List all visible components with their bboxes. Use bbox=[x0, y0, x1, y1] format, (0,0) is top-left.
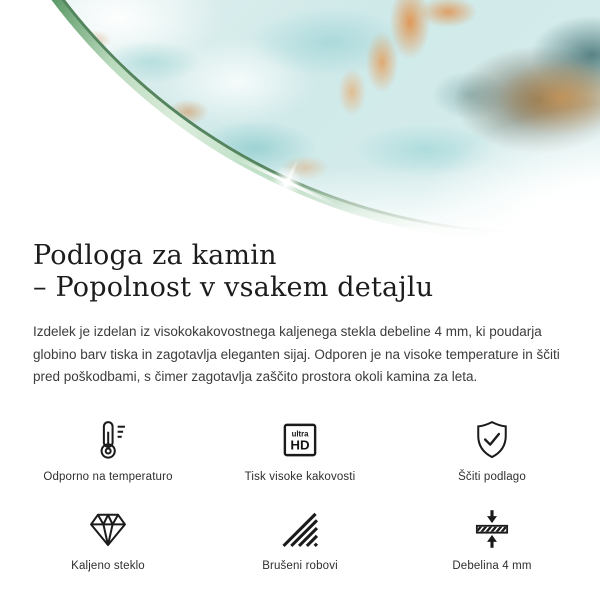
page-title bbox=[33, 240, 567, 304]
feature-print-quality bbox=[204, 418, 396, 483]
feature-label: Tisk visoke kakovosti bbox=[244, 470, 356, 483]
diamond-icon bbox=[86, 507, 130, 551]
feature-label: Odporno na temperaturo bbox=[43, 470, 173, 483]
ultra-text: ultra bbox=[291, 428, 309, 438]
shield-check-icon bbox=[470, 418, 514, 462]
thermometer-icon bbox=[86, 418, 130, 462]
feature-label: Debelina 4 mm bbox=[452, 559, 532, 572]
page-title-line2: – Popolnost v vsakem detajlu bbox=[33, 272, 434, 303]
product-description-section bbox=[0, 240, 600, 389]
feature-label: Ščiti podlago bbox=[458, 470, 526, 483]
ultra-hd-icon bbox=[278, 418, 322, 462]
hd-text: HD bbox=[290, 437, 310, 453]
brushed-edges-icon bbox=[278, 507, 322, 551]
feature-label: Kaljeno steklo bbox=[71, 559, 145, 572]
feature-temperature bbox=[12, 418, 204, 483]
image-white-fade bbox=[0, 0, 600, 237]
product-image bbox=[0, 0, 600, 237]
feature-thickness bbox=[396, 507, 588, 572]
page-title-line1: Podloga za kamin bbox=[33, 240, 277, 271]
features-grid bbox=[0, 418, 600, 572]
feature-protects-surface bbox=[396, 418, 588, 483]
product-description: Izdelek je izdelan iz visokokakovostnega kaljenega stekla debeline 4 mm, ki poudarja globino barv tiska in zagotavlja eleganten sijaj. Odporen je na visoke temperature in ščiti pred poškodbami, s čimer zagotavlja zaščito prostora okoli kamina za leta. bbox=[33, 324, 560, 384]
thickness-arrows-icon bbox=[470, 507, 514, 551]
feature-tempered-glass bbox=[12, 507, 204, 572]
feature-label: Brušeni robovi bbox=[262, 559, 338, 572]
feature-polished-edges bbox=[204, 507, 396, 572]
